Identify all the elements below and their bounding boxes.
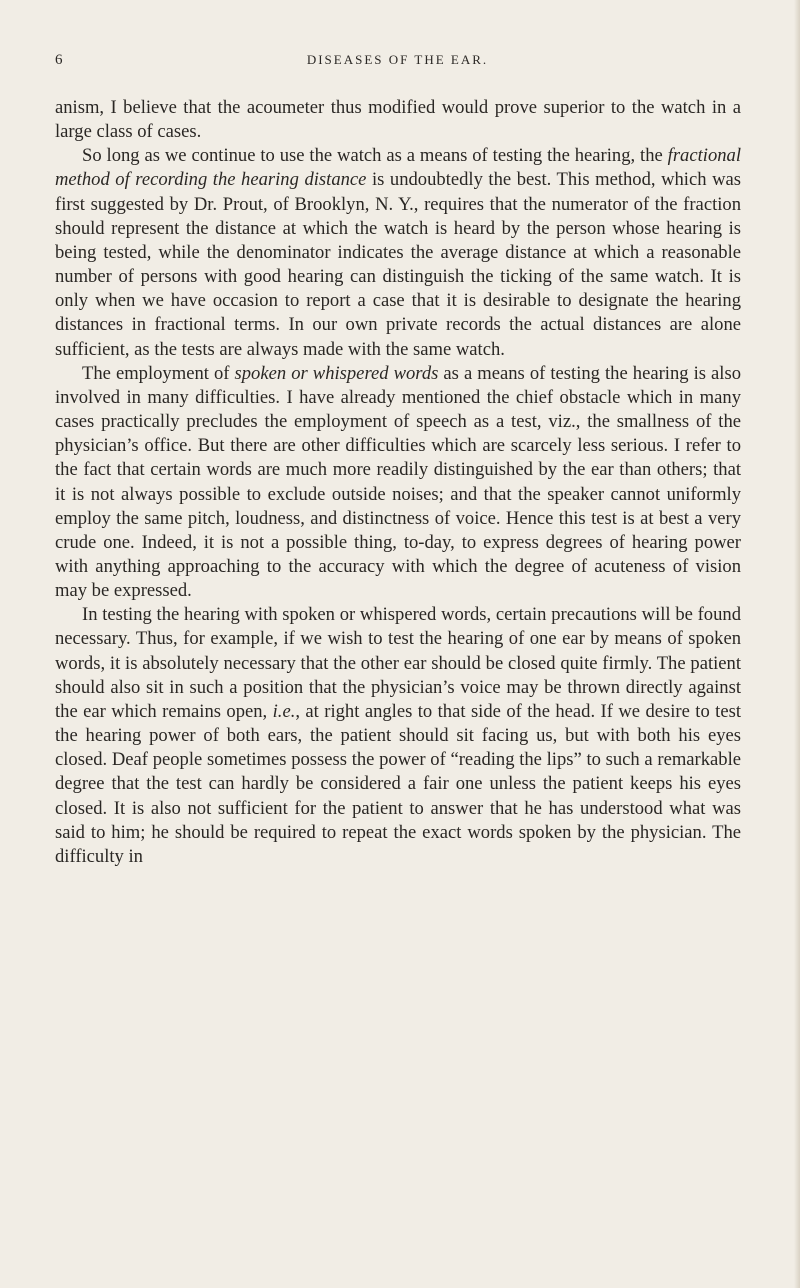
body-text [55,96,741,869]
text-run: In testing the hearing with spoken or whispered words, certain precautions will be found necessary. Thus, for example, if we wish to test the hearing of one ear by means of spoken words, it is absolutely necessary that the other ear should be closed quite firmly. The patient should also sit in such a position that the physician’s voice may be thrown directly against the ear which remains open, [55,604,741,722]
paragraph [55,603,741,869]
paragraph [55,144,741,361]
page-edge-shadow [794,0,800,1288]
italic-run: spoken or whispered words [234,362,439,384]
italic-run: fractional method of recording the hearing distance [55,145,741,191]
paragraph [55,362,741,604]
page-header [55,52,740,76]
text-run: anism, I believe that the acoumeter thus modified would prove superior to the watch in a large class of cases. [55,97,741,143]
text-run: , at right angles to that side of the head. If we desire to test the hearing power of both ears, the patient should sit facing us, but with both his eyes closed. Deaf people sometimes possess the power of “reading the lips” to such a remarkable degree that the test can hardly be considered a fair one unless the patient keeps his eyes closed. It is also not sufficient for the patient to answer that he has understood what was said to him; he should be required to repeat the exact words spoken by the physician. The difficulty in [55,700,741,867]
page-number: 6 [55,52,63,68]
text-run: as a means of testing the hearing is also involved in many difficulties. I have already mentioned the chief obstacle which in many cases practically precludes the employment of speech as a test, viz., the smallness of the physician’s office. But there are other difficulties which are scarcely less serious. I refer to the fact that certain words are much more readily distinguished by the ear than others; that it is not always possible to exclude outside noises; and that the speaker cannot uniformly employ the same pitch, loudness, and distinctness of voice. Hence this test is at best a very crude one. Indeed, it is not a possible thing, to-day, to express degrees of hearing power with anything approaching to the accuracy with which the degree of acuteness of vision may be expressed. [55,362,741,602]
text-run: is undoubtedly the best. This method, which was first suggested by Dr. Prout, of Brooklyn, N. Y., requires that the numerator of the fraction should represent the distance at which the watch is heard by the person whose hearing is being tested, while the denominator indicates the average distance at which a reasonable number of persons with good hearing can distinguish the ticking of the same watch. It is only when we have occasion to report a case that it is desirable to designate the hearing distances in fractional terms. In our own private records the actual distances are alone sufficient, as the tests are always made with the same watch. [55,169,741,360]
running-head: DISEASES OF THE EAR. [306,52,489,67]
italic-run: i.e. [272,700,296,722]
text-run: The employment of [82,362,235,384]
paragraph [55,96,741,144]
text-run: So long as we continue to use the watch as a means of testing the hearing, the [82,145,668,167]
